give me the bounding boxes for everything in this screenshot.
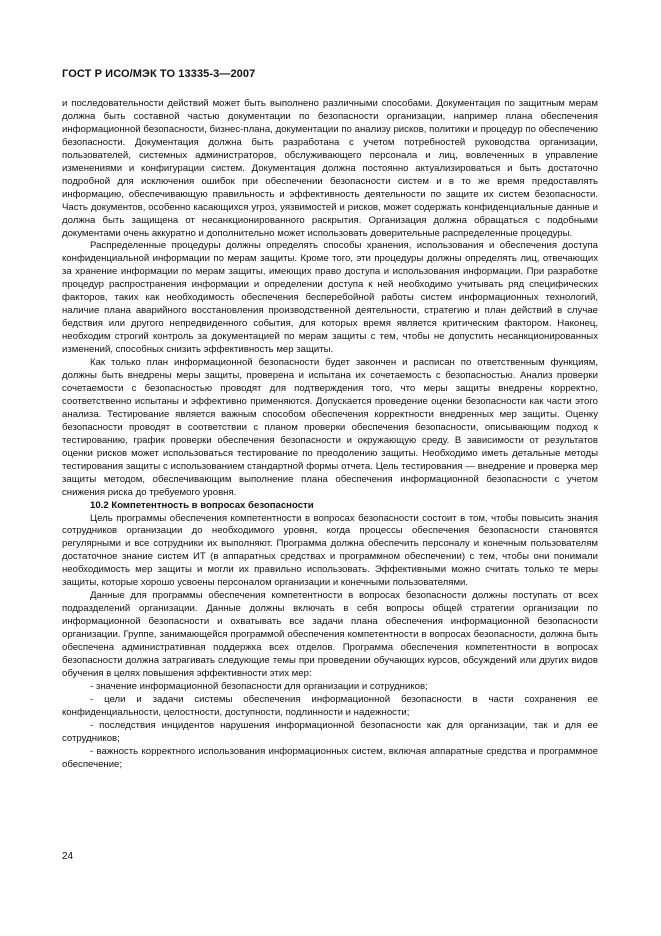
section-heading: 10.2 Компетентность в вопросах безопасности: [90, 499, 314, 511]
paragraph: Распределенные процедуры должны определять способы хранения, использования и обеспечения доступа конфиденциальной информации по мерам защиты. Кроме того, эти процедуры должны определять лиц, отвечающих за хранение информации по мерам защиты, имеющих право доступа и использования информации. При разработке процедур распространения информации и определении доступа к ней необходимо учитывать ряд специфических факторов, таких как необходимость обеспечения бесперебойной работы систем информационных технологий, наличие плана аварийного восстановления производственной деятельности, стратегию и план действий в случае бедствия или другого непредвиденного события, для которых время является критическим фактором. Наконец, необходим строгий контроль за документацией по мерам защиты с тем, чтобы не допустить несанкционированных изменений, способных снизить эффективность мер защиты.: [62, 240, 598, 356]
paragraph-continued: и последовательности действий может быть выполнено различными способами. Документация по защитным мерам должна быть составной частью документации по безопасности организации, например плана обеспечения информационной безопасности, бизнес-плана, документации по анализу рисков, политики и процедур по обеспечению безопасности. Документация должна быть разработана с учетом потребностей руководства организации, пользователей, системных администраторов, обслуживающего персонала и лиц, вовлеченных в управление изменениями и конфигурации систем. Документация должна постоянно актуализироваться и быть достаточно подробной для исключения ошибок при обеспечении безопасности систем и в то же время предоставлять информацию, обеспечивающую правильность и эффективность деятельности по защите их систем безопасности. Часть документов, особенно касающихся угроз, уязвимостей и рисков, может содержать конфиденциальные данные и должна быть защищена от несанкционированного раскрытия. Организация должна обращаться с подобными документами очень аккуратно и дополнительно может использовать доверительные распределенные процедуры.: [62, 98, 598, 239]
list-item: - важность корректного использования информационных систем, включая аппаратные средства и программное обеспечение;: [62, 745, 598, 770]
page-number: 24: [62, 851, 74, 862]
paragraph: Как только план информационной безопасности будет закончен и расписан по ответственным функциям, должны быть внедрены меры защиты, проверена и испытана их сочетаемость с безопасностью. Анализ проверки сочетаемости с безопасностью проводят для подтверждения того, что меры защиты внедрены корректно, соответственно испытаны и эффективно применяются. Допускается проведение оценки безопасности как части этого анализа. Тестирование является важным способом обеспечения корректности внедренных мер защиты. Оценку безопасности проводят в соответствии с планом проверки обеспечения безопасности, описывающим подход к тестированию, график проверки обеспечения безопасности и окружающую среду. В зависимости от результатов оценки рисков может использоваться тестирование по преодолению защиты. Необходимо иметь детальные методы тестирования защиты с использованием стандартной формы отчета. Цель тестирования — внедрение и проверка мер защиты методом, обеспечивающим выполнение плана обеспечения информационной безопасности с учетом снижения риска до требуемого уровня.: [62, 357, 598, 498]
list-item: - цели и задачи системы обеспечения информационной безопасности в части сохранения ее конфиденциальности, целостности, доступности, подлинности и надежности;: [62, 693, 598, 718]
document-header: ГОСТ Р ИСО/МЭК ТО 13335-3—2007: [62, 68, 256, 80]
paragraph: Цель программы обеспечения компетентности в вопросах безопасности состоит в том, чтобы повысить знания сотрудников организации до необходимого уровня, когда процессы обеспечения безопасности становятся регулярными и все сотрудники их выполняют. Программа должна обеспечить персоналу и конечным пользователям достаточное знание систем ИТ (в аппаратных средствах и программном обеспечении) с тем, чтобы они понимали необходимость мер защиты и могли их правильно использовать. Эффективными можно считать только те меры защиты, которые хорошо усвоены персоналом организации и конечными пользователями.: [62, 512, 598, 589]
list-item: - последствия инцидентов нарушения информационной безопасности как для организации, так и для ее сотрудников;: [62, 719, 598, 744]
paragraph: Данные для программы обеспечения компетентности в вопросах безопасности должны поступать от всех подразделений организации. Данные должны включать в себя вопросы общей стратегии организации по информационной безопасности и охватывать все задачи плана обеспечения информационной безопасности организации. Группе, занимающейся программой обеспечения компетентности в вопросах безопасности, должна быть обеспечена административная поддержка всех отделов. Программа обеспечения компетентности в вопросах безопасности должна затрагивать следующие темы при проведении обучающих курсов, обсуждений или других видов обучения в целях повышения эффективности этих мер:: [62, 590, 598, 679]
document-body: [62, 98, 598, 772]
topic-list: [62, 681, 598, 772]
list-item: - значение информационной безопасности для организации и сотрудников;: [90, 680, 428, 692]
